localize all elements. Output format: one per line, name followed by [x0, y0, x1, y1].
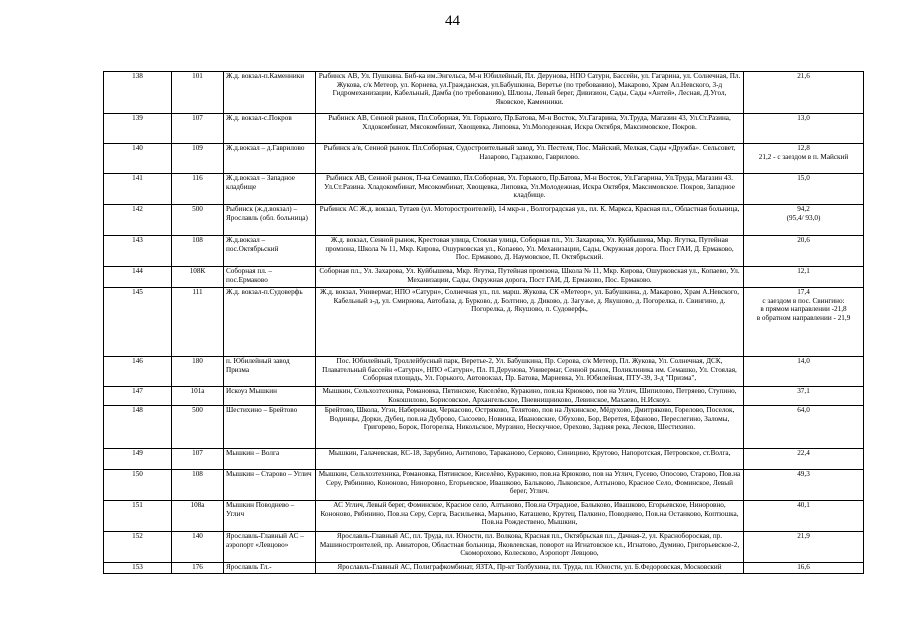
route-number: 107	[172, 114, 224, 144]
route-distance: 14,0	[744, 357, 864, 387]
route-stops: Пос. Юбилейный, Троллейбусный парк, Веретье-2, Ул. Бабушкина, Пр. Серова, с/к Метеор, Пл. Жукова, Ул. Солнечная, ДСК, Плавательный бассейн «Сатурн», НПО «Сатурн», Пл. П.Дерунова, Универмаг, Сенной рынок, Поликлиника им. Семашко, Ул. Стоялая, Соборная площадь, Ул. Горького, Автовокзал, Пр. Батова, Мариевка, Ул. Юбилейная, ПТУ-39, З-д "Призма",	[316, 357, 744, 387]
route-distance: 64,0	[744, 406, 864, 449]
row-number: 139	[104, 114, 172, 144]
route-distance: 22,4	[744, 449, 864, 470]
row-number: 143	[104, 236, 172, 267]
route-name: Ж.д.вокзал – д.Гаврилово	[224, 144, 316, 174]
route-number: 116	[172, 174, 224, 205]
table-row	[104, 501, 864, 532]
row-number: 153	[104, 563, 172, 574]
route-distance: 15,0	[744, 174, 864, 205]
route-stops: Рыбинск АВ, Сенной рынок, Пл.Соборная, Ул. Горького, Пр.Батова, М-н Восток, Ул.Гагарина, Ул.Труда, Магазин 43, Ул.Ст.Разина, Хлдокомбинат, Мясокомбинат, Хвощевка, Липовка, Ул.Молодежная, Искра Октября, Максимовское, Покров.	[316, 114, 744, 144]
route-stops: Мышкин, Сельхозтехника, Романовка, Пятинское, Киселёво, Куракино, пов.на Крюково, пов на Углич, Шипилово, Петряево, Ступино, Кокошилово, Борисовское, Архангельское, Пневнищниково, Левинское, Махаево, Н.Искоуз.	[316, 387, 744, 406]
table-row	[104, 470, 864, 501]
row-number: 140	[104, 144, 172, 174]
row-number: 145	[104, 288, 172, 357]
route-name: п. Юбилейный завод Призма	[224, 357, 316, 387]
route-stops: Рыбинск АВ, Сенной рынок, П-ка Семашко, Пл.Соборная, Ул. Горького, Пр.Батова, М-н Восток, Ул.Гагарина, Ул.Труда, Магазин 43. Ул.Ст.Разина. Хладокомбинат, Мясокомбинат, Хвощевка, Липовка, Ул.Молодежная, Искра Октября, Максимовское. Покров, Западное кладбище.	[316, 174, 744, 205]
route-number: 108	[172, 470, 224, 501]
route-stops: Ж.д. вокзал, Универмаг, НПО «Сатурн», Солнечная ул., пл. марш. Жукова, СК «Метеор», ул. Бабушкина, д. Макарово, Храм А.Невского, Кабельный з-д, ул. Смирнова, Автобаза, д. Бурково, д. Болтино, д. Диково, д. Загузье, д. Якушово, д. Погорелка, п. Свингино, д. Погорелка, д. Якушово, п. Судоверфь,	[316, 288, 744, 357]
route-stops: Соборная пл., Ул. Захарова, Ул. Куйбышева, Мкр. Ягутка, Путейная промзона, Школа № 11, Мкр. Кирова, Ошурковская ул., Копаево, Ул. Механизации, Сады, Окружная дорога, Пост ГАИ, Д. Ермаково, Пос. Ермаково.	[316, 267, 744, 288]
route-number: 108К	[172, 267, 224, 288]
table-row	[104, 205, 864, 236]
route-stops: АС Углич, Левый берег, Фоминское, Красное село, Алтыново, Пов.на Отрадное, Балыково, Ивашково, Егорьевское, Ниноровно, Кононово, Рябинино, Пов.на Серу, Серга, Васильевка, Марьино, Каташево, Крутец, Палкино, Поводнево, Пов.на Останково, Коптюшка, Пов.на Рождествено, Мышкин,	[316, 501, 744, 532]
route-name: Соборная пл. – пос.Ермаково	[224, 267, 316, 288]
table-row	[104, 449, 864, 470]
row-number: 141	[104, 174, 172, 205]
route-name: Искоуз Мышкин	[224, 387, 316, 406]
routes-table	[103, 71, 864, 574]
route-number: 500	[172, 205, 224, 236]
route-distance: 13,0	[744, 114, 864, 144]
route-stops: Мышкин, Сельхозтехника, Романовка, Пятинское, Киселёво, Куракино, пов.на Крюково, пов на Углич, Гусево, Опосово, Старово, Пов.на Серу, Рябинино, Кононово, Ниноровно, Егорьевское, Ивашково, Балыково, Лыковское, Алтыново, Красное Село, Фоминское, Левый берег, Углич.	[316, 470, 744, 501]
route-stops: Ярославль-Главный АС, пл. Труда, пл. Юности, пл. Волкова, Красная пл., Октябрьская пл., Дачная-2, ул. Краснобороская, пр. Машиностроителей, пр. Авиаторов, Областная больница, Яковлевская, поворот на Игнатовское кл., Игнатово, Думино, Григорьевское-2, Скоморохово, Колесково, Аэропорт Левцово,	[316, 532, 744, 563]
row-number: 142	[104, 205, 172, 236]
route-stops: Мышкин, Галачевская, КС-18, Зарубино, Антипово, Тараканово, Серково, Синицино, Крутово, Напоротская, Петровское, ст.Волга,	[316, 449, 744, 470]
row-number: 149	[104, 449, 172, 470]
route-distance: 16,6	[744, 563, 864, 574]
route-stops: Ж.д. вокзал, Сенной рынок, Крестовая улица, Стоялая улица, Соборная пл., Ул. Захарова, Ул. Куйбышева, Мкр. Ягутка, Путейная промзона, Школа № 11, Мкр. Кирова, Ошурковская ул., Копаево, Ул. Механизации, Сады, Окружная дорога. Пост ГАИ, Д. Ермаково, Пос. Ермаково, Д. Наумовское, П. Октябрьский.	[316, 236, 744, 267]
row-number: 146	[104, 357, 172, 387]
route-number: 140	[172, 532, 224, 563]
route-name: Ярославль Гл.-	[224, 563, 316, 574]
route-name: Мышкин – Волга	[224, 449, 316, 470]
route-distance: 40,1	[744, 501, 864, 532]
route-name: Ж.д. вокзал-с.Покров	[224, 114, 316, 144]
row-number: 152	[104, 532, 172, 563]
table-row	[104, 144, 864, 174]
table-row	[104, 72, 864, 114]
route-number: 101а	[172, 387, 224, 406]
route-name: Мышкин – Старово – Углич	[224, 470, 316, 501]
table-row	[104, 114, 864, 144]
table-row	[104, 563, 864, 574]
route-distance: 94,2 (95,4/ 93,0)	[744, 205, 864, 236]
route-number: 109	[172, 144, 224, 174]
route-name: Ярославль-Главный АС – аэропорт «Левцово»	[224, 532, 316, 563]
row-number: 148	[104, 406, 172, 449]
table-row	[104, 406, 864, 449]
table-row	[104, 236, 864, 267]
route-number: 500	[172, 406, 224, 449]
table-row	[104, 532, 864, 563]
table-row	[104, 288, 864, 357]
route-distance: 21,9	[744, 532, 864, 563]
route-distance: 49,3	[744, 470, 864, 501]
route-distance: 12,8 21,2 - с заездом в п. Майский	[744, 144, 864, 174]
route-name: Ж.д. вокзал-п.Каменники	[224, 72, 316, 114]
route-name: Ж.д. вокзал-п.Судоверфь	[224, 288, 316, 357]
route-name: Рыбинск (ж.д.вокзал) – Ярославль (обл. больница)	[224, 205, 316, 236]
route-stops: Рыбинск АВ, Ул. Пушкина. Биб-ка им.Энгельса, М-н Юбилейный, Пл. Дерунова, НПО Сатурн, Бассейн, ул. Гагарина, ул. Солнечная, Пл. Жукова, с/к Метеор, ул. Корнева, ул.Гражданская, ул.Бабушкина, Веретье (по требованию), Макарово, Храм Ал.Невского, 3-д Гидромеханизации, Кабельный, Дамба (по требованию), Шлюзы, Левый берег, Дивизион, Сады, Сады «Антей», Лесная, Д.Угол, Яковское, Каменники.	[316, 72, 744, 114]
route-name: Ж.д.вокзал – Западное кладбище	[224, 174, 316, 205]
route-number: 108а	[172, 501, 224, 532]
route-distance: 21,6	[744, 72, 864, 114]
route-name: Ж.д.вокзал – пос.Октябрьский	[224, 236, 316, 267]
table-row	[104, 174, 864, 205]
page-number: 44	[445, 13, 460, 29]
route-distance: 17,4 с заездом в пос. Свингино: в прямом направлении -21,8 в обратном направлении - 21,9	[744, 288, 864, 357]
row-number: 144	[104, 267, 172, 288]
route-number: 111	[172, 288, 224, 357]
route-distance: 20,6	[744, 236, 864, 267]
row-number: 138	[104, 72, 172, 114]
row-number: 151	[104, 501, 172, 532]
route-stops: Ярославль-Главный АС, Полиграфкомбинат, ЯЗТА, Пр-кт Толбухина, пл. Труда, пл. Юности, ул. Б.Федоровская, Московский	[316, 563, 744, 574]
table-row	[104, 387, 864, 406]
route-distance: 37,1	[744, 387, 864, 406]
route-stops: Брейтово, Школа, Угэн, Набережная, Черкасово, Остряково, Телятово, пов на Лукинское, Мёдухово, Дмитряково, Горелово, Поселок, Водинцы, Дорки, Дубец, пов.на Дуброво, Сысоево, Новинка, Ивановские, Обухово, Бор, Веретея, Ефаново, Переслегино, Заломы, Григорево, Борок, Погорелка, Никольское, Мурзино, Нескучное, Орехово, Задняя река, Лесков, Шестихино.	[316, 406, 744, 449]
row-number: 147	[104, 387, 172, 406]
route-number: 180	[172, 357, 224, 387]
route-name: Шестихино – Брейтово	[224, 406, 316, 449]
route-number: 101	[172, 72, 224, 114]
route-number: 176	[172, 563, 224, 574]
route-stops: Рыбинск АС Ж.д. вокзал, Тутаев (ул. Моторостроителей), 14 мкр-н , Волгоградская ул., пл. К. Маркса, Красная пл., Областная больница,	[316, 205, 744, 236]
route-number: 108	[172, 236, 224, 267]
row-number: 150	[104, 470, 172, 501]
table-row	[104, 267, 864, 288]
route-stops: Рыбинск а/в, Сенной рынок. Пл.Соборная, Судостроительный завод, Ул. Пестеля, Пос. Майский, Мелкая, Сады «Дружба». Сельсовет, Назарово, Гадзаково, Гаврилово.	[316, 144, 744, 174]
table-row	[104, 357, 864, 387]
route-distance: 12,1	[744, 267, 864, 288]
route-number: 107	[172, 449, 224, 470]
route-name: Мышкин Поводнево – Углич	[224, 501, 316, 532]
